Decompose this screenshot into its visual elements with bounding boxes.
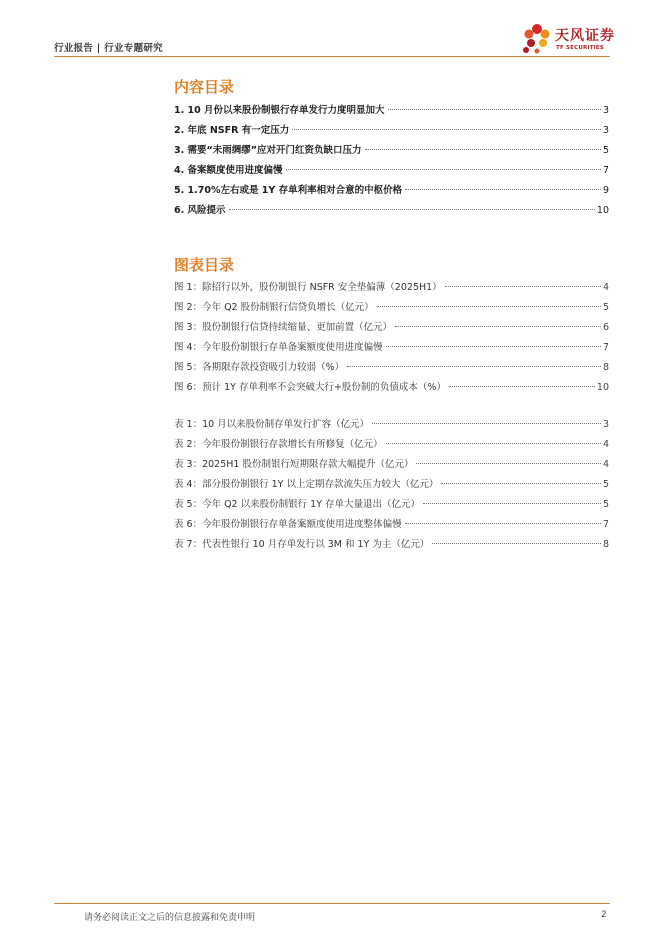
toc-entry-page: 3	[602, 419, 609, 430]
chart-list	[174, 278, 609, 398]
toc-entry-label: 图 1：除招行以外，股份制银行 NSFR 安全垫偏薄（2025H1）	[174, 282, 442, 293]
dot-leader	[286, 169, 601, 170]
toc-entry[interactable]	[174, 141, 609, 161]
toc-entry-label: 表 1：10 月以来股份制存单发行扩容（亿元）	[174, 419, 370, 430]
page-number: 2	[601, 910, 607, 920]
footer-disclaimer: 请务必阅读正文之后的信息披露和免责申明	[84, 913, 256, 923]
toc-entry-page: 4	[602, 282, 609, 293]
toc-entry-label: 表 7：代表性银行 10 月存单发行以 3M 和 1Y 为主（亿元）	[174, 539, 430, 550]
toc-entry-page: 7	[602, 165, 609, 176]
dot-leader	[432, 543, 601, 544]
dot-leader	[405, 523, 601, 524]
dot-leader	[388, 109, 601, 110]
toc-entry[interactable]	[174, 535, 609, 555]
logo-wordmark-cn: 天风证券	[555, 28, 615, 44]
dot-leader	[386, 443, 601, 444]
toc-entry-page: 8	[602, 362, 609, 373]
dot-leader	[445, 286, 601, 287]
toc-entry-label: 表 2：今年股份制银行存款增长有所修复（亿元）	[174, 439, 383, 450]
contents-title: 内容目录	[174, 78, 235, 96]
dot-leader	[441, 483, 601, 484]
toc-entry[interactable]	[174, 378, 609, 398]
dot-leader	[416, 463, 601, 464]
dot-leader	[405, 189, 601, 190]
toc-entry-label: 表 6：今年股份制银行存单备案额度使用进度整体偏慢	[174, 519, 402, 530]
toc-entry-page: 10	[596, 382, 609, 393]
toc-entry-page: 4	[602, 439, 609, 450]
toc-entry-label: 1. 10 月份以来股份制银行存单发行力度明显加大	[174, 105, 385, 116]
toc-entry-page: 5	[602, 479, 609, 490]
toc-entry-label: 6. 风险提示	[174, 205, 226, 216]
toc-entry[interactable]	[174, 475, 609, 495]
toc-entry-page: 4	[602, 459, 609, 470]
company-logo	[519, 20, 619, 56]
toc-entry-page: 6	[602, 322, 609, 333]
toc-entry-label: 图 2：今年 Q2 股份制银行信贷负增长（亿元）	[174, 302, 374, 313]
toc-entry[interactable]	[174, 278, 609, 298]
toc-entry-label: 图 6：预计 1Y 存单利率不会突破大行+股份制的负债成本（%）	[174, 382, 446, 393]
dot-leader	[377, 306, 601, 307]
toc-entry[interactable]	[174, 338, 609, 358]
toc-entry[interactable]	[174, 121, 609, 141]
header-divider	[54, 56, 610, 57]
toc-entry-label: 2. 年底 NSFR 有一定压力	[174, 125, 290, 136]
toc-entry[interactable]	[174, 101, 609, 121]
toc-entry[interactable]	[174, 515, 609, 535]
dot-leader	[347, 366, 601, 367]
toc-entry[interactable]	[174, 435, 609, 455]
toc-entry-page: 3	[602, 105, 609, 116]
toc-entry[interactable]	[174, 181, 609, 201]
dot-leader	[386, 346, 601, 347]
footer-divider	[54, 903, 610, 904]
toc-entry-label: 5. 1.70%左右或是 1Y 存单利率相对合意的中枢价格	[174, 185, 403, 196]
toc-entry-page: 5	[602, 302, 609, 313]
dot-leader	[423, 503, 601, 504]
dot-leader	[372, 423, 601, 424]
toc-entry-page: 7	[602, 342, 609, 353]
toc-entry[interactable]	[174, 358, 609, 378]
toc-entry[interactable]	[174, 318, 609, 338]
toc-entry-label: 表 3：2025H1 股份制银行短期限存款大幅提升（亿元）	[174, 459, 414, 470]
dot-leader	[292, 129, 601, 130]
toc-entry-page: 3	[602, 125, 609, 136]
dot-leader	[449, 386, 595, 387]
flower-logo-icon	[519, 20, 555, 56]
dot-leader	[395, 326, 601, 327]
toc-entry-page: 5	[602, 145, 609, 156]
toc-entry[interactable]	[174, 495, 609, 515]
figures-title: 图表目录	[174, 256, 235, 274]
report-category: 行业报告 | 行业专题研究	[54, 43, 163, 54]
toc-entry-label: 3. 需要“未雨绸缪”应对开门红资负缺口压力	[174, 145, 362, 156]
toc-entry[interactable]	[174, 415, 609, 435]
logo-wordmark-en: TF SECURITIES	[556, 45, 605, 51]
toc-entry-label: 表 4：部分股份制银行 1Y 以上定期存款流失压力较大（亿元）	[174, 479, 439, 490]
toc-entry[interactable]	[174, 455, 609, 475]
dot-leader	[229, 209, 595, 210]
toc-entry-label: 图 5：各期限存款投资吸引力较弱（%）	[174, 362, 345, 373]
toc-entry-page: 8	[602, 539, 609, 550]
toc-entry-page: 9	[602, 185, 609, 196]
toc-entry[interactable]	[174, 201, 609, 221]
toc-entry-page: 5	[602, 499, 609, 510]
toc-entry-label: 表 5：今年 Q2 以来股份制银行 1Y 存单大量退出（亿元）	[174, 499, 421, 510]
toc-entry-label: 4. 备案额度使用进度偏慢	[174, 165, 283, 176]
toc-entry-page: 10	[596, 205, 609, 216]
toc-entry-label: 图 4：今年股份制银行存单备案额度使用进度偏慢	[174, 342, 383, 353]
toc-entry[interactable]	[174, 161, 609, 181]
toc-entry-label: 图 3：股份制银行信贷持续缩量、更加前置（亿元）	[174, 322, 393, 333]
contents-list	[174, 101, 609, 221]
toc-entry[interactable]	[174, 298, 609, 318]
table-list	[174, 415, 609, 555]
toc-entry-page: 7	[602, 519, 609, 530]
dot-leader	[365, 149, 601, 150]
